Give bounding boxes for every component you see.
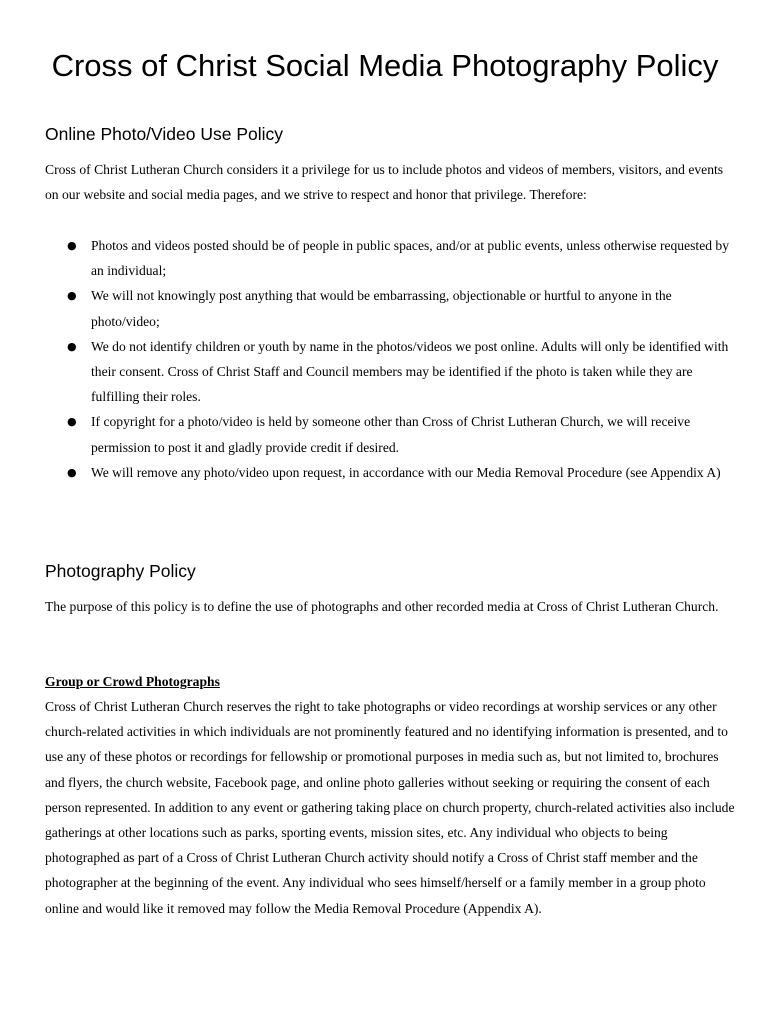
photography-policy-intro: The purpose of this policy is to define the use of photographs and other recorded media at Cross of Christ Lutheran Church. <box>45 599 719 614</box>
page-title: Cross of Christ Social Media Photography Policy <box>51 48 719 83</box>
group-photographs-subheading: Group or Crowd Photographs <box>45 674 220 689</box>
bullet-icon: ● <box>67 289 77 303</box>
list-item-text: We will remove any photo/video upon request, in accordance with our Media Removal Procedure (see Appendix A) <box>91 464 721 480</box>
list-item <box>45 283 735 333</box>
online-use-bullet-list <box>45 233 735 485</box>
bullet-icon: ● <box>67 239 77 252</box>
list-item-text: If copyright for a photo/video is held by someone other than Cross of Christ Lutheran Church, we will receive permission to post it and gladly provide credit if desired. <box>91 414 691 455</box>
online-use-intro: Cross of Christ Lutheran Church considers it a privilege for us to include photos and videos of members, visitors, and events on our website and social media pages, and we strive to respect and honor that privilege. Therefore: <box>45 162 724 203</box>
list-item <box>45 460 735 485</box>
list-item <box>45 233 735 283</box>
list-item-text: Photos and videos posted should be of people in public spaces, and/or at public events, unless otherwise requested by an individual; <box>91 238 730 279</box>
group-photographs-body: Cross of Christ Lutheran Church reserves the right to take photographs or video recordings at worship services or any other church-related activities in which individuals are not prominently featured and no identifying information is presented, and to use any of these photos or recordings for fellowship or promotional purposes in media such as, but not limited to, brochures and flyers, the church website, Facebook page, and online photo galleries without seeking or requiring the consent of each person represented. In addition to any event or gathering taking place on church property, church-related activities also include gatherings at other locations such as parks, sporting events, mission sites, etc. Any individual who objects to being photographed as part of a Cross of Christ Lutheran Church activity should notify a Cross of Christ staff member and the photographer at the beginning of the event. Any individual who sees himself/herself or a family member in a group photo online and would like it removed may follow the Media Removal Procedure (Appendix A). <box>45 699 735 916</box>
list-item <box>45 409 735 459</box>
bullet-icon: ● <box>67 465 77 479</box>
list-item-text: We will not knowingly post anything that would be embarrassing, objectionable or hurtful to anyone in the photo/video; <box>91 288 672 329</box>
list-item-text: We do not identify children or youth by name in the photos/videos we post online. Adults will only be identified with their consent. Cross of Christ Staff and Council members may be identified if the photo is taken while they are fulfilling their roles. <box>91 338 729 405</box>
list-item <box>45 334 735 410</box>
bullet-icon: ● <box>67 339 77 353</box>
bullet-icon: ● <box>67 415 77 429</box>
section-heading-photography-policy: Photography Policy <box>45 561 196 581</box>
section-heading-online-use: Online Photo/Video Use Policy <box>45 124 284 144</box>
